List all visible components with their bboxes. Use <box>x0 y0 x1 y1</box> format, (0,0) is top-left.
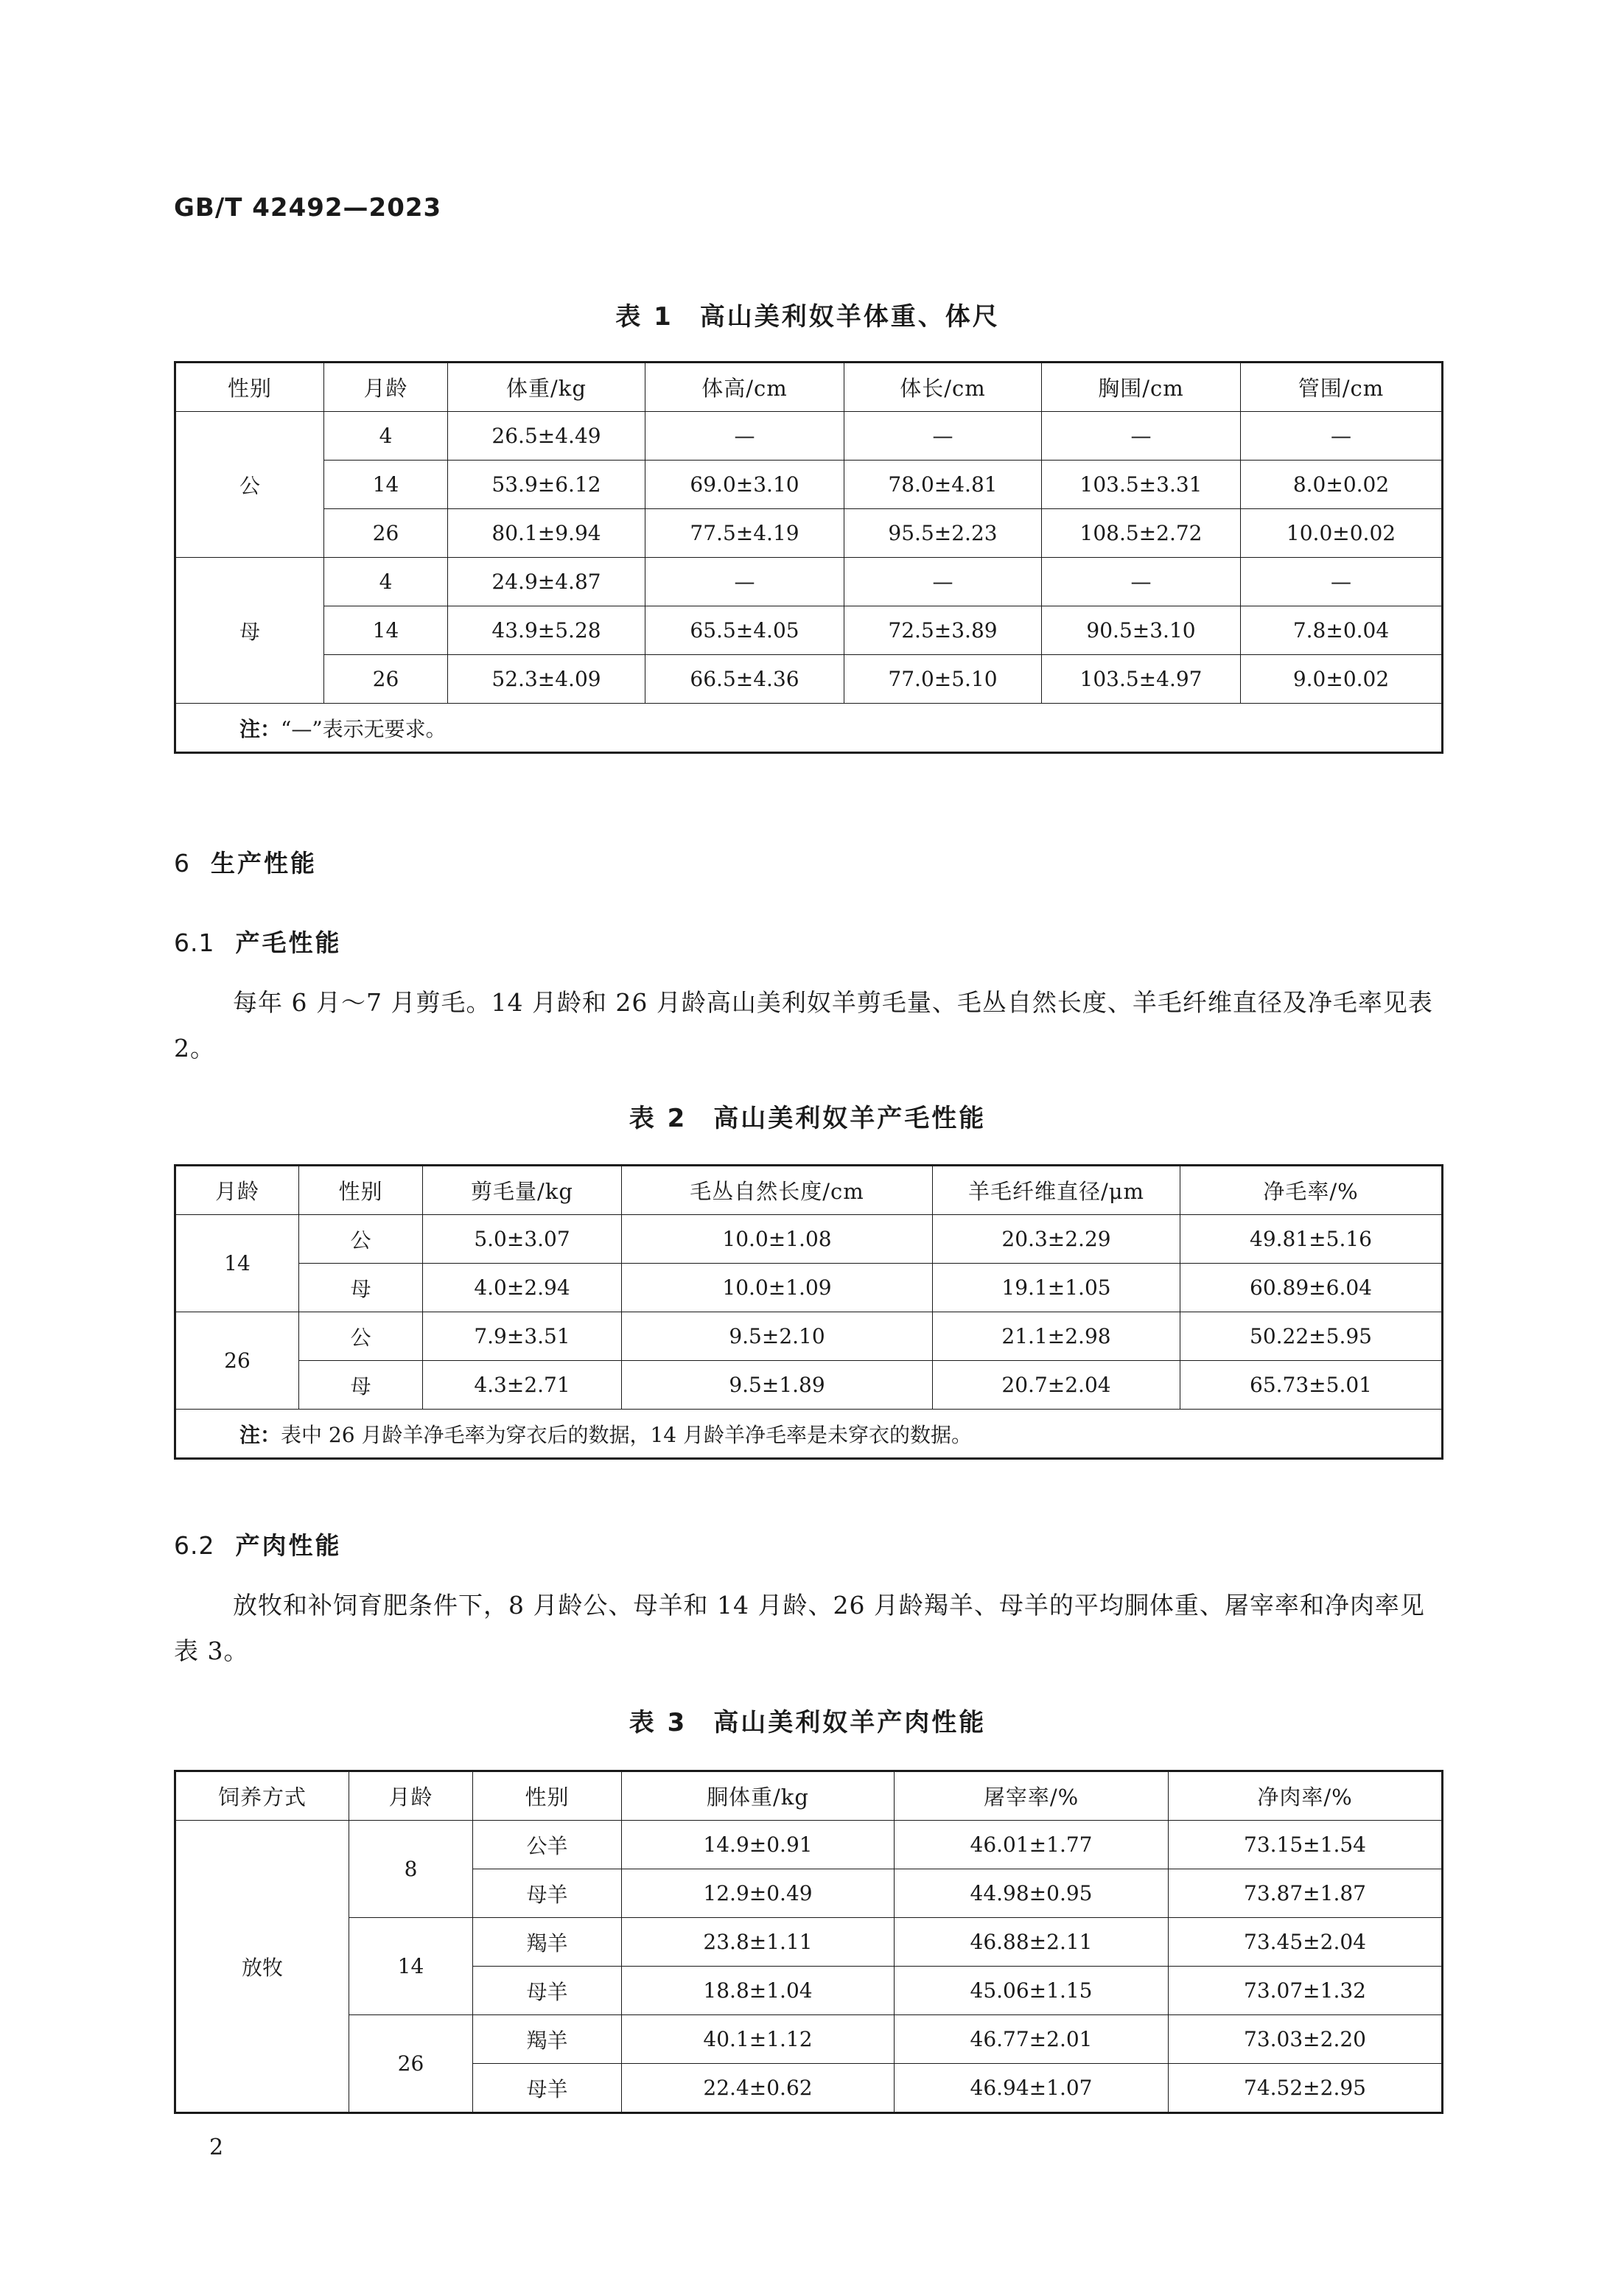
table1-caption <box>174 296 1441 332</box>
table3-method-cell: 放牧 <box>175 1821 349 2113</box>
table-cell: 公羊 <box>473 1821 622 1869</box>
table1-header-cell: 月龄 <box>324 363 448 412</box>
table-cell: 8.0±0.02 <box>1241 461 1443 509</box>
table-cell: 12.9±0.49 <box>622 1869 895 1918</box>
table3-age-cell: 8 <box>349 1821 473 1918</box>
table2-caption-title: 高山美利奴羊产毛性能 <box>713 1104 987 1133</box>
table1-note <box>175 704 1443 753</box>
table-cell: 20.3±2.29 <box>933 1215 1180 1264</box>
section-6-1-paragraph: 每年 6 月～7 月剪毛。14 月龄和 26 月龄高山美利奴羊剪毛量、毛丛自然长度、羊毛纤维直径及净毛率见表 2。 <box>174 988 1433 1063</box>
table-cell: 52.3±4.09 <box>448 655 645 704</box>
table-cell: 53.9±6.12 <box>448 461 645 509</box>
table-row <box>175 412 1443 461</box>
table-cell: 10.0±0.02 <box>1241 509 1443 558</box>
table-cell: — <box>645 412 844 461</box>
table-cell: 46.01±1.77 <box>895 1821 1169 1869</box>
table-cell: 母 <box>299 1361 423 1410</box>
table-cell: 母 <box>299 1264 423 1312</box>
table-cell: 40.1±1.12 <box>622 2015 895 2064</box>
table-cell: 公 <box>299 1215 423 1264</box>
table-cell: 19.1±1.05 <box>933 1264 1180 1312</box>
table2-note-row <box>175 1410 1443 1459</box>
section-6-2-paragraph: 放牧和补饲育肥条件下，8 月龄公、母羊和 14 月龄、26 月龄羯羊、母羊的平均胴体重、屠宰率和净肉率见表 3。 <box>174 1591 1425 1665</box>
table-cell: 母羊 <box>473 2064 622 2113</box>
table1-header-row <box>175 363 1443 412</box>
table2-caption <box>174 1098 1441 1134</box>
table-cell: 65.5±4.05 <box>645 606 844 655</box>
table-cell: 45.06±1.15 <box>895 1967 1169 2015</box>
table-row <box>175 1821 1443 1869</box>
table-cell: 5.0±3.07 <box>423 1215 622 1264</box>
table-cell: 72.5±3.89 <box>844 606 1042 655</box>
table-row <box>175 1918 1443 1967</box>
table-cell: — <box>1241 558 1443 606</box>
section-6-1-number: 6.1 <box>174 928 215 957</box>
table2-wool-performance <box>174 1164 1443 1460</box>
table-cell: 80.1±9.94 <box>448 509 645 558</box>
table-cell: 60.89±6.04 <box>1180 1264 1443 1312</box>
table-cell: 73.45±2.04 <box>1169 1918 1443 1967</box>
table-cell: 18.8±1.04 <box>622 1967 895 2015</box>
table1-note-text: “—”表示无要求。 <box>281 716 447 741</box>
table2-note-label: 注： <box>239 1422 281 1447</box>
table-cell: 4.0±2.94 <box>423 1264 622 1312</box>
table-row <box>175 558 1443 606</box>
table-cell: 24.9±4.87 <box>448 558 645 606</box>
table-cell: 103.5±4.97 <box>1042 655 1241 704</box>
table-cell: 108.5±2.72 <box>1042 509 1241 558</box>
table-cell: 65.73±5.01 <box>1180 1361 1443 1410</box>
table3-caption-title: 高山美利奴羊产肉性能 <box>713 1708 987 1737</box>
table1-note-row <box>175 704 1443 753</box>
table2-note-text: 表中 26 月龄羊净毛率为穿衣后的数据，14 月龄羊净毛率是未穿衣的数据。 <box>281 1422 972 1447</box>
table2-header-cell: 月龄 <box>175 1166 299 1215</box>
table-cell: 公 <box>299 1312 423 1361</box>
table2-header-row <box>175 1166 1443 1215</box>
table3-meat-performance <box>174 1770 1443 2114</box>
table3-age-cell: 26 <box>349 2015 473 2113</box>
table-cell: 77.5±4.19 <box>645 509 844 558</box>
table3-header-cell: 屠宰率/% <box>895 1771 1169 1821</box>
section-6-2-title: 产肉性能 <box>235 1531 342 1560</box>
table1-caption-number: 表 1 <box>615 302 673 332</box>
section-6-number: 6 <box>174 849 190 878</box>
table2-header-cell: 净毛率/% <box>1180 1166 1443 1215</box>
table-cell: 7.9±3.51 <box>423 1312 622 1361</box>
table1-caption-title: 高山美利奴羊体重、体尺 <box>699 302 1000 332</box>
table-cell: 10.0±1.09 <box>622 1264 933 1312</box>
table-cell: 26.5±4.49 <box>448 412 645 461</box>
table-cell: 46.94±1.07 <box>895 2064 1169 2113</box>
table1-sex-cell: 母 <box>175 558 324 704</box>
table1-header-cell: 体长/cm <box>844 363 1042 412</box>
table-cell: 66.5±4.36 <box>645 655 844 704</box>
table3-caption <box>174 1702 1441 1738</box>
table3-header-cell: 饲养方式 <box>175 1771 349 1821</box>
section-6-1-title: 产毛性能 <box>235 928 342 957</box>
table-cell: 44.98±0.95 <box>895 1869 1169 1918</box>
table-cell: — <box>844 558 1042 606</box>
table-row <box>175 655 1443 704</box>
table-cell: 母羊 <box>473 1869 622 1918</box>
table1-sex-cell: 公 <box>175 412 324 558</box>
table-cell: 10.0±1.08 <box>622 1215 933 1264</box>
section-6-1-heading <box>174 924 341 959</box>
table-cell: 20.7±2.04 <box>933 1361 1180 1410</box>
table3-header-cell: 净肉率/% <box>1169 1771 1443 1821</box>
table-cell: 43.9±5.28 <box>448 606 645 655</box>
table-cell: 9.5±1.89 <box>622 1361 933 1410</box>
section-6-2-number: 6.2 <box>174 1531 215 1560</box>
table-row <box>175 509 1443 558</box>
table-cell: 73.07±1.32 <box>1169 1967 1443 2015</box>
table-cell: 23.8±1.11 <box>622 1918 895 1967</box>
table2-header-cell: 羊毛纤维直径/μm <box>933 1166 1180 1215</box>
table-cell: 22.4±0.62 <box>622 2064 895 2113</box>
table-cell: 9.5±2.10 <box>622 1312 933 1361</box>
table2-header-cell: 毛丛自然长度/cm <box>622 1166 933 1215</box>
table-cell: 9.0±0.02 <box>1241 655 1443 704</box>
table-cell: 46.77±2.01 <box>895 2015 1169 2064</box>
table2-caption-number: 表 2 <box>629 1104 687 1133</box>
table-row <box>175 1312 1443 1361</box>
table2-header-cell: 剪毛量/kg <box>423 1166 622 1215</box>
table1-header-cell: 胸围/cm <box>1042 363 1241 412</box>
section-6-heading <box>174 844 317 879</box>
table2-note <box>175 1410 1443 1459</box>
table-cell: 14.9±0.91 <box>622 1821 895 1869</box>
table-row <box>175 606 1443 655</box>
page-number: 2 <box>209 2135 224 2160</box>
table-cell: — <box>1042 412 1241 461</box>
table-cell: 4.3±2.71 <box>423 1361 622 1410</box>
table1-header-cell: 管围/cm <box>1241 363 1443 412</box>
table3-header-row <box>175 1771 1443 1821</box>
table3-header-cell: 胴体重/kg <box>622 1771 895 1821</box>
table-cell: 4 <box>324 558 448 606</box>
table-cell: 90.5±3.10 <box>1042 606 1241 655</box>
table-cell: 74.52±2.95 <box>1169 2064 1443 2113</box>
table-cell: 14 <box>324 461 448 509</box>
table-cell: 4 <box>324 412 448 461</box>
table-row <box>175 1361 1443 1410</box>
table-cell: 77.0±5.10 <box>844 655 1042 704</box>
table-cell: 73.87±1.87 <box>1169 1869 1443 1918</box>
table-row <box>175 1215 1443 1264</box>
table-cell: 73.15±1.54 <box>1169 1821 1443 1869</box>
table-row <box>175 2015 1443 2064</box>
table-row <box>175 461 1443 509</box>
table3-age-cell: 14 <box>349 1918 473 2015</box>
table-cell: 103.5±3.31 <box>1042 461 1241 509</box>
section-6-2-heading <box>174 1527 341 1561</box>
table-cell: 50.22±5.95 <box>1180 1312 1443 1361</box>
table-cell: — <box>1241 412 1443 461</box>
table-cell: 49.81±5.16 <box>1180 1215 1443 1264</box>
table-cell: 95.5±2.23 <box>844 509 1042 558</box>
table-cell: 78.0±4.81 <box>844 461 1042 509</box>
table-cell: 21.1±2.98 <box>933 1312 1180 1361</box>
table-cell: — <box>844 412 1042 461</box>
table-cell: 26 <box>324 509 448 558</box>
table-cell: 26 <box>324 655 448 704</box>
table-cell: 羯羊 <box>473 1918 622 1967</box>
document-code: GB/T 42492—2023 <box>174 193 442 223</box>
table-cell: 46.88±2.11 <box>895 1918 1169 1967</box>
table3-header-cell: 性别 <box>473 1771 622 1821</box>
table1-note-label: 注： <box>239 716 281 741</box>
table-row <box>175 1264 1443 1312</box>
table-cell: 7.8±0.04 <box>1241 606 1443 655</box>
table-cell: 69.0±3.10 <box>645 461 844 509</box>
table2-age-cell: 14 <box>175 1215 299 1312</box>
table2-header-cell: 性别 <box>299 1166 423 1215</box>
table-cell: 母羊 <box>473 1967 622 2015</box>
table1-header-cell: 性别 <box>175 363 324 412</box>
table2-age-cell: 26 <box>175 1312 299 1410</box>
table-cell: — <box>1042 558 1241 606</box>
table3-header-cell: 月龄 <box>349 1771 473 1821</box>
section-6-title: 生产性能 <box>211 849 317 878</box>
table1-body-weight-size <box>174 361 1443 754</box>
table-cell: 羯羊 <box>473 2015 622 2064</box>
table-cell: 73.03±2.20 <box>1169 2015 1443 2064</box>
table1-header-cell: 体重/kg <box>448 363 645 412</box>
table-cell: 14 <box>324 606 448 655</box>
table3-caption-number: 表 3 <box>629 1708 687 1737</box>
table-cell: — <box>645 558 844 606</box>
table1-header-cell: 体高/cm <box>645 363 844 412</box>
